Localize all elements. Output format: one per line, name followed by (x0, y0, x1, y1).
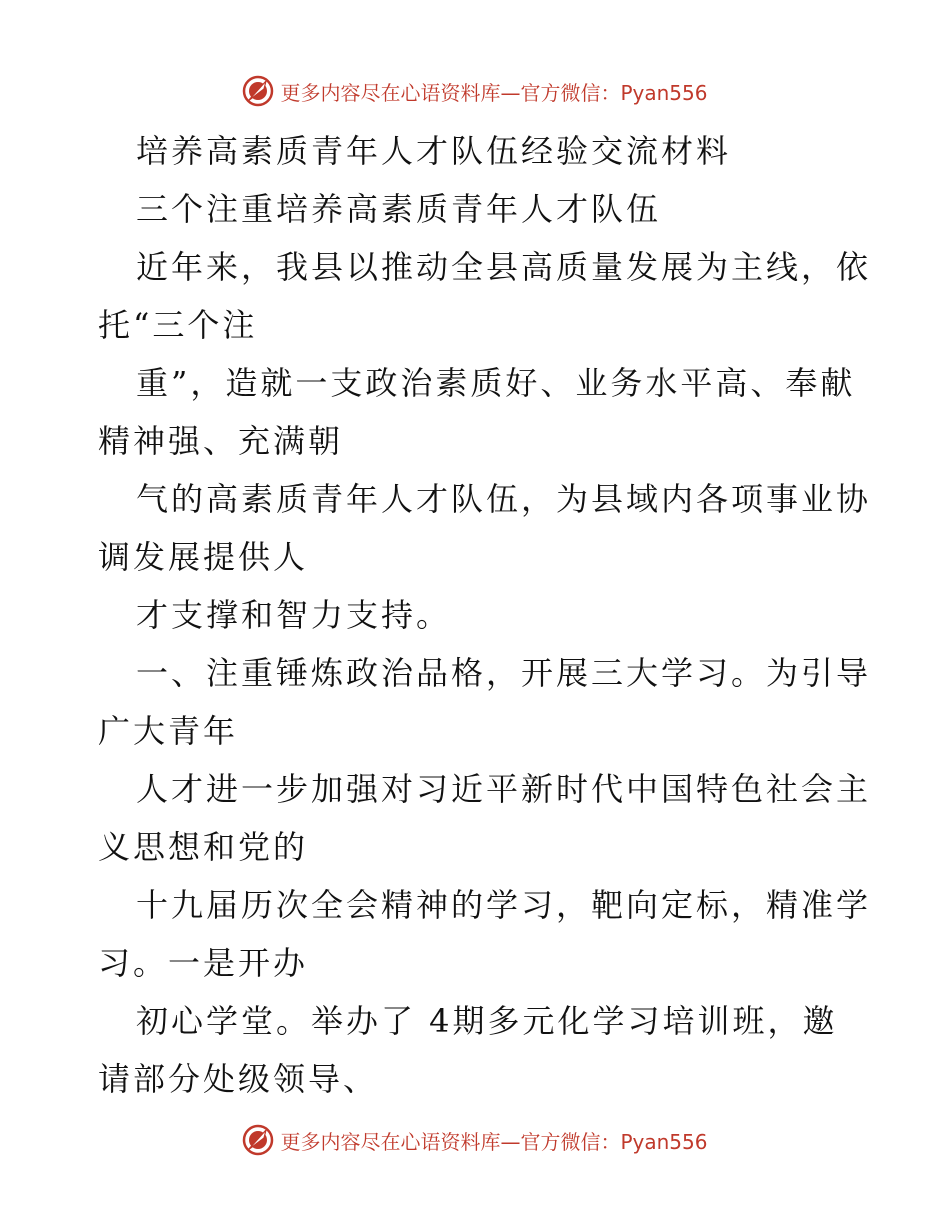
text-line: 才支撑和智力支持。 (136, 596, 452, 634)
text-line: 近年来，我县以推动全县高质量发展为主线，依 (136, 248, 872, 286)
header-watermark (0, 71, 950, 111)
text-line: 培养高素质青年人才队伍经验交流材料 (136, 132, 732, 170)
text-line: 精神强、充满朝 (98, 422, 344, 460)
text-line: 人才进一步加强对习近平新时代中国特色社会主 (136, 770, 872, 808)
text-line: 重”，造就一支政治素质好、业务水平高、奉献 (136, 364, 856, 402)
quill-logo-icon (242, 1124, 274, 1156)
text-line: 请部分处级领导、 (98, 1060, 379, 1098)
text-line: 三个注重培养高素质青年人才队伍 (136, 190, 662, 228)
watermark-text: 更多内容尽在心语资料库—官方微信：Pyan556 (280, 1129, 708, 1154)
text-line: 调发展提供人 (98, 538, 309, 576)
text-line: 十九届历次全会精神的学习，靶向定标，精准学 (136, 886, 872, 924)
text-line: 一、注重锤炼政治品格，开展三大学习。为引导 (136, 654, 872, 692)
quill-logo-icon (242, 75, 274, 107)
text-line: 初心学堂。举办了 4期多元化学习培训班，邀 (136, 1002, 838, 1040)
text-line: 气的高素质青年人才队伍，为县域内各项事业协 (136, 480, 872, 518)
text-line: 广大青年 (98, 712, 239, 750)
document-body (98, 122, 872, 1108)
text-line: 习。一是开办 (98, 944, 309, 982)
text-line: 托“三个注 (98, 306, 258, 344)
footer-watermark (0, 1120, 950, 1160)
watermark-text: 更多内容尽在心语资料库—官方微信：Pyan556 (280, 80, 708, 105)
text-line: 义思想和党的 (98, 828, 309, 866)
